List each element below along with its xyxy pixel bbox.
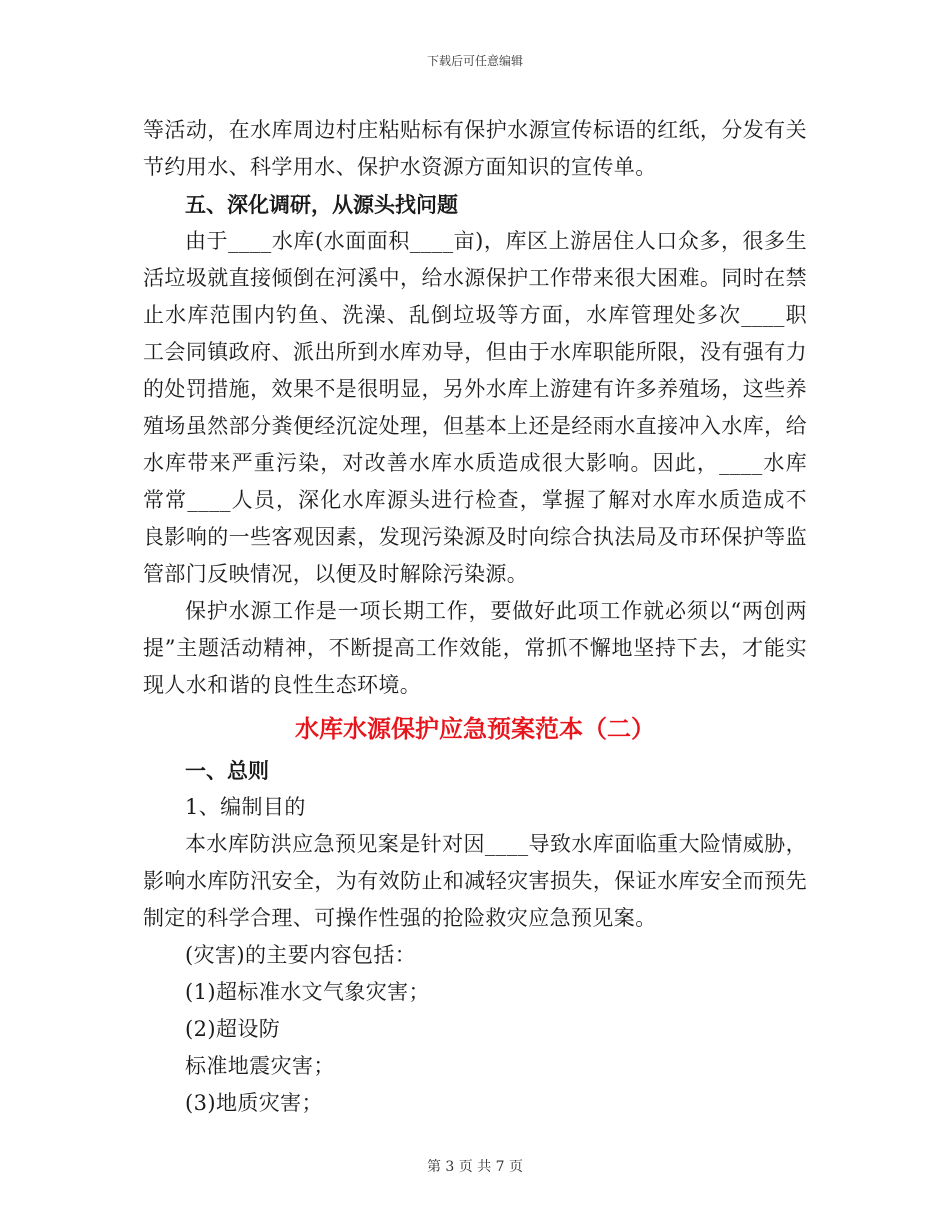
header-note: 下载后可任意编辑 — [426, 54, 523, 68]
subsection-heading: 1、编制目的 — [185, 795, 306, 819]
list-item: (2)超设防 — [185, 1017, 281, 1041]
document-body — [143, 112, 807, 1122]
document-title: 水库水源保护应急预案范本（二） — [295, 714, 655, 743]
list-item: (3)地质灾害； — [185, 1091, 323, 1115]
paragraph: 由于____水库(水面面积____亩)，库区上游居住人口众多，很多生活垃圾就直接倾倒在河溪中，给水源保护工作带来很大困难。同时在禁止水库范围内钓鱼、洗澡、乱倒垃圾等方面，水库管理处多次____职工会同镇政府、派出所到水库劝导，但由于水库职能所限，没有强有力的处罚措施，效果不是很明显，另外水库上游建有许多养殖场，这些养殖场虽然部分粪便经沉淀处理，但基本上还是经雨水直接冲入水库，给水库带来严重污染，对改善水库水质造成很大影响。因此，____水库常常____人员，深化水库源头进行检查，掌握了解对水库水质造成不良影响的一些客观因素，发现污染源及时向综合执法局及市环保护等监管部门反映情况，以便及时解除污染源。 — [143, 229, 807, 586]
section-heading: 一、总则 — [185, 758, 269, 783]
paragraph: 保护水源工作是一项长期工作，要做好此项工作就必须以“两创两提”主题活动精神，不断提高工作效能，常抓不懈地坚持下去，才能实现人水和谐的良性生态环境。 — [143, 599, 807, 697]
section-heading: 五、深化调研，从源头找问题 — [185, 192, 458, 217]
page-number: 第 3 页 共 7 页 — [426, 1159, 524, 1175]
list-item: (1)超标准水文气象灾害； — [185, 980, 430, 1004]
paragraph: (灾害)的主要内容包括： — [185, 943, 417, 967]
paragraph: 等活动，在水库周边村庄粘贴标有保护水源宣传标语的红纸，分发有关节约用水、科学用水、保护水资源方面知识的宣传单。 — [143, 118, 807, 179]
list-item: 标准地震灾害； — [185, 1054, 335, 1078]
paragraph: 本水库防洪应急预见案是针对因____导致水库面临重大险情威胁，影响水库防汛安全，为有效防止和减轻灾害损失，保证水库安全而预先制定的科学合理、可操作性强的抢险救灾应急预见案。 — [143, 832, 807, 930]
